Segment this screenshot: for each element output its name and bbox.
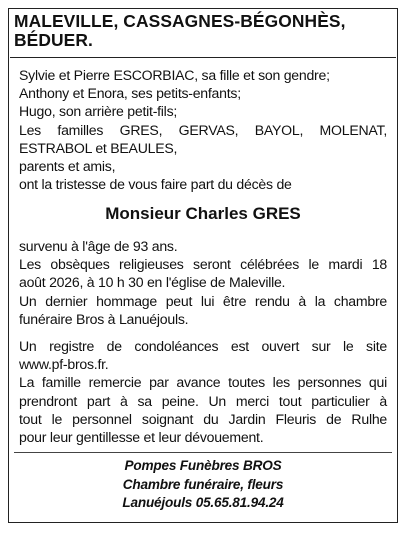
intro-line: Sylvie et Pierre ESCORBIAC, sa fille et son gendre; (19, 67, 330, 83)
deces-line: funéraire Bros à Lanuéjouls. (19, 310, 189, 327)
header-title-line-1: MALEVILLE, CASSAGNES-BÉGONHÈS, (14, 11, 346, 31)
funeral-home-block (10, 457, 396, 513)
intro-line: Hugo, son arrière petit-fils; (19, 103, 178, 120)
intro-line: Les familles GRES, GERVAS, BAYOL, MOLENAT, (19, 121, 387, 138)
intro-line: ESTRABOL et BEAULES, (19, 139, 178, 156)
header-divider (10, 57, 396, 58)
intro-line: Anthony et Enora, ses petits-enfants; (19, 85, 241, 102)
registre-paragraph (19, 337, 387, 446)
intro-line: parents et amis, (19, 158, 116, 175)
deces-line: Un dernier hommage peut lui être rendu à la chambre (19, 292, 387, 309)
funeral-home-name: Pompes Funèbres BROS (124, 458, 282, 473)
registre-line: pour leur gentillesse et leur dévouement. (19, 429, 264, 446)
deces-line: août 2026, à 10 h 30 en l'église de Maleville. (19, 274, 286, 291)
registre-line: prendront part à sa peine. Un merci tout particulier à (19, 392, 387, 409)
registre-line: www.pf-bros.fr. (19, 356, 109, 373)
registre-line: La famille remercie par avance toutes les personnes qui (19, 374, 387, 391)
intro-paragraph (19, 66, 387, 193)
funeral-home-contact: Lanuéjouls 05.65.81.94.24 (122, 495, 284, 511)
registre-line: Un registre de condoléances est ouvert sur le site (19, 338, 387, 354)
deces-line: Les obsèques religieuses seront célébrées le mardi 18 (19, 256, 387, 273)
deces-line: survenu à l'âge de 93 ans. (19, 238, 178, 254)
funeral-home-services: Chambre funéraire, fleurs (122, 476, 284, 492)
intro-line: ont la tristesse de vous faire part du décès de (19, 176, 292, 193)
deceased-name: Monsieur Charles GRES (105, 204, 301, 223)
deces-paragraph (19, 237, 387, 328)
footer-divider (14, 452, 392, 453)
notice-header (14, 12, 390, 50)
registre-line: tout le personnel soignant du Jardin Fleuris de Rulhe (19, 410, 387, 427)
header-title-line-2: BÉDUER. (14, 30, 93, 50)
